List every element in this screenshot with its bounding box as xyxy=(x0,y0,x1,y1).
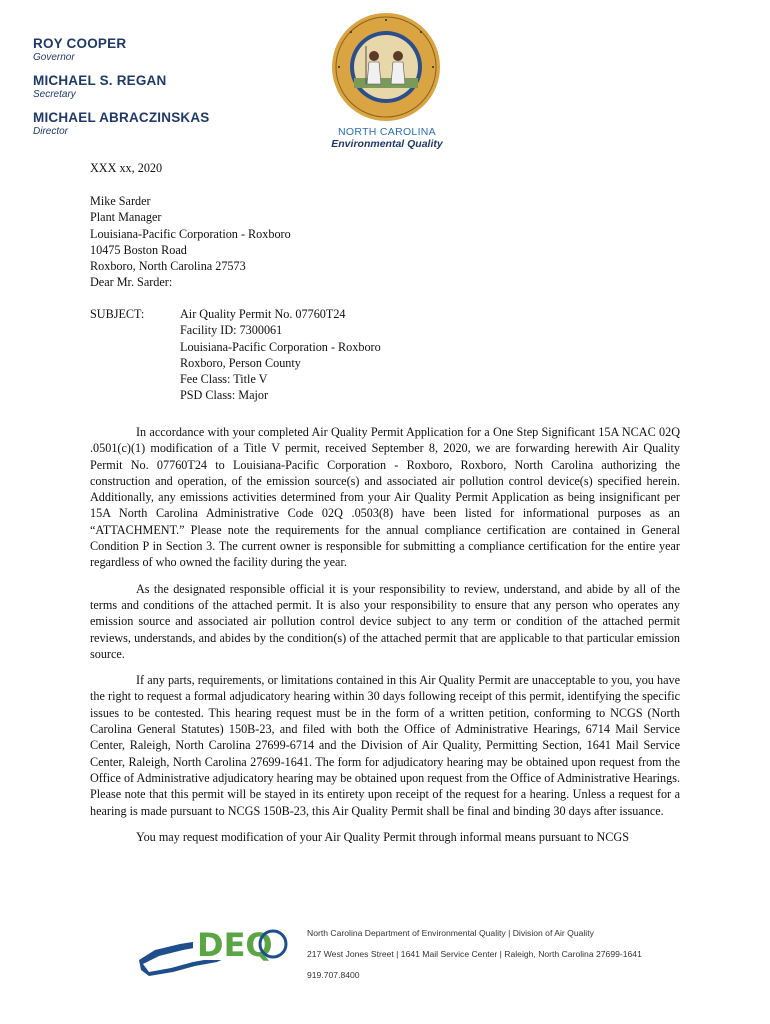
recipient-line: Louisiana-Pacific Corporation - Roxboro xyxy=(90,226,291,241)
subject-line: Roxboro, Person County xyxy=(180,355,301,370)
footer-line: 919.707.8400 xyxy=(307,970,360,980)
subject-label: SUBJECT: xyxy=(90,307,145,321)
letter-date: XXX xx, 2020 xyxy=(90,161,163,175)
official-governor xyxy=(33,36,210,64)
subject-line: Louisiana-Pacific Corporation - Roxboro xyxy=(180,339,381,354)
recipient-line: Plant Manager xyxy=(90,210,162,225)
agency-name xyxy=(312,126,462,150)
official-secretary xyxy=(33,73,210,101)
recipient-line: Roxboro, North Carolina 27573 xyxy=(90,259,246,274)
deq-logo-icon xyxy=(135,920,290,982)
agency-line1: NORTH CAROLINA xyxy=(338,126,436,138)
footer xyxy=(135,920,695,990)
body-paragraph: As the designated responsible official it is your responsibility to review, understand, and abide by all of the terms and conditions of the attached permit. It is also your responsibility to ensure that any person who operates any emission source and associated air pollution control device subject to any term or condition of the attached permit reviews, understands, and abides by the condition(s) of the attached permit that are applicable to that particular emission source. xyxy=(90,581,680,661)
official-name: MICHAEL S. REGAN xyxy=(33,73,167,88)
body-paragraph: In accordance with your completed Air Quality Permit Application for a One Step Significant 15A NCAC 02Q .0501(c)(1) modification of a Title V permit, received September 8, 2020, we are forwarding herewith Air Quality Permit No. 07760T24 to Louisiana-Pacific Corporation - Roxboro, Roxboro, North Carolina authorizing the construction and operation, of the emission source(s) and associated air pollution control device(s) specified herein. Additionally, any emissions activities determined from your Air Quality Permit Application as being insignificant per 15A North Carolina Administrative Code 02Q .0503(8) have been listed for informational purposes as an “ATTACHMENT.” Please note the requirements for the annual compliance certification are contained in General Condition P in Section 3. The current owner is responsible for submitting a compliance certification for the entire year regardless of who owned the facility during the year. xyxy=(90,425,680,570)
body-paragraph: You may request modification of your Air Quality Permit through informal means pursuant to NCGS xyxy=(136,829,629,844)
footer-line: North Carolina Department of Environmental Quality | Division of Air Quality xyxy=(307,928,594,938)
subject-line: Fee Class: Title V xyxy=(180,372,268,387)
svg-text:DEQ: DEQ xyxy=(197,926,273,964)
subject-line: Air Quality Permit No. 07760T24 xyxy=(180,307,346,321)
state-seal-icon xyxy=(331,12,441,122)
subject-lines xyxy=(180,306,660,404)
official-name: ROY COOPER xyxy=(33,36,127,51)
recipient-line: 10475 Boston Road xyxy=(90,242,187,257)
salutation: Dear Mr. Sarder: xyxy=(90,275,173,290)
official-title: Secretary xyxy=(33,89,76,100)
letter-body xyxy=(90,424,680,855)
officials-block xyxy=(33,36,210,147)
agency-line2: Environmental Quality xyxy=(331,138,443,150)
body-paragraph: If any parts, requirements, or limitations contained in this Air Quality Permit are unacceptable to you, you have the right to request a formal adjudicatory hearing within 30 days following receipt of this permit, identifying the specific issues to be contested. This hearing request must be in the form of a written petition, conforming to NCGS (North Carolina General Statutes) 150B-23, and filed with both the Office of Administrative Hearings, 6714 Mail Service Center, Raleigh, North Carolina 27699-6714 and the Division of Air Quality, Permitting Section, 1641 Mail Service Center, Raleigh, North Carolina 27699-1641. The form for adjudicatory hearing may be obtained upon request from the Office of Administrative adjudicatory hearing may be obtained upon request from the Office of Administrative Hearings. Please note that this permit will be stayed in its entirety upon receipt of the request for a hearing. Unless a request for a hearing is made pursuant to NCGS 150B-23, this Air Quality Permit shall be final and binding 30 days after issuance. xyxy=(90,673,680,818)
official-name: MICHAEL ABRACZINSKAS xyxy=(33,110,210,125)
official-director xyxy=(33,110,210,138)
recipient-block xyxy=(90,193,680,291)
subject-line: PSD Class: Major xyxy=(180,388,269,403)
footer-line: 217 West Jones Street | 1641 Mail Service Center | Raleigh, North Carolina 27699-1641 xyxy=(307,949,642,959)
official-title: Director xyxy=(33,126,69,137)
official-title: Governor xyxy=(33,52,75,63)
footer-lines xyxy=(307,928,642,991)
subject-line: Facility ID: 7300061 xyxy=(180,323,283,338)
recipient-line: Mike Sarder xyxy=(90,194,151,208)
